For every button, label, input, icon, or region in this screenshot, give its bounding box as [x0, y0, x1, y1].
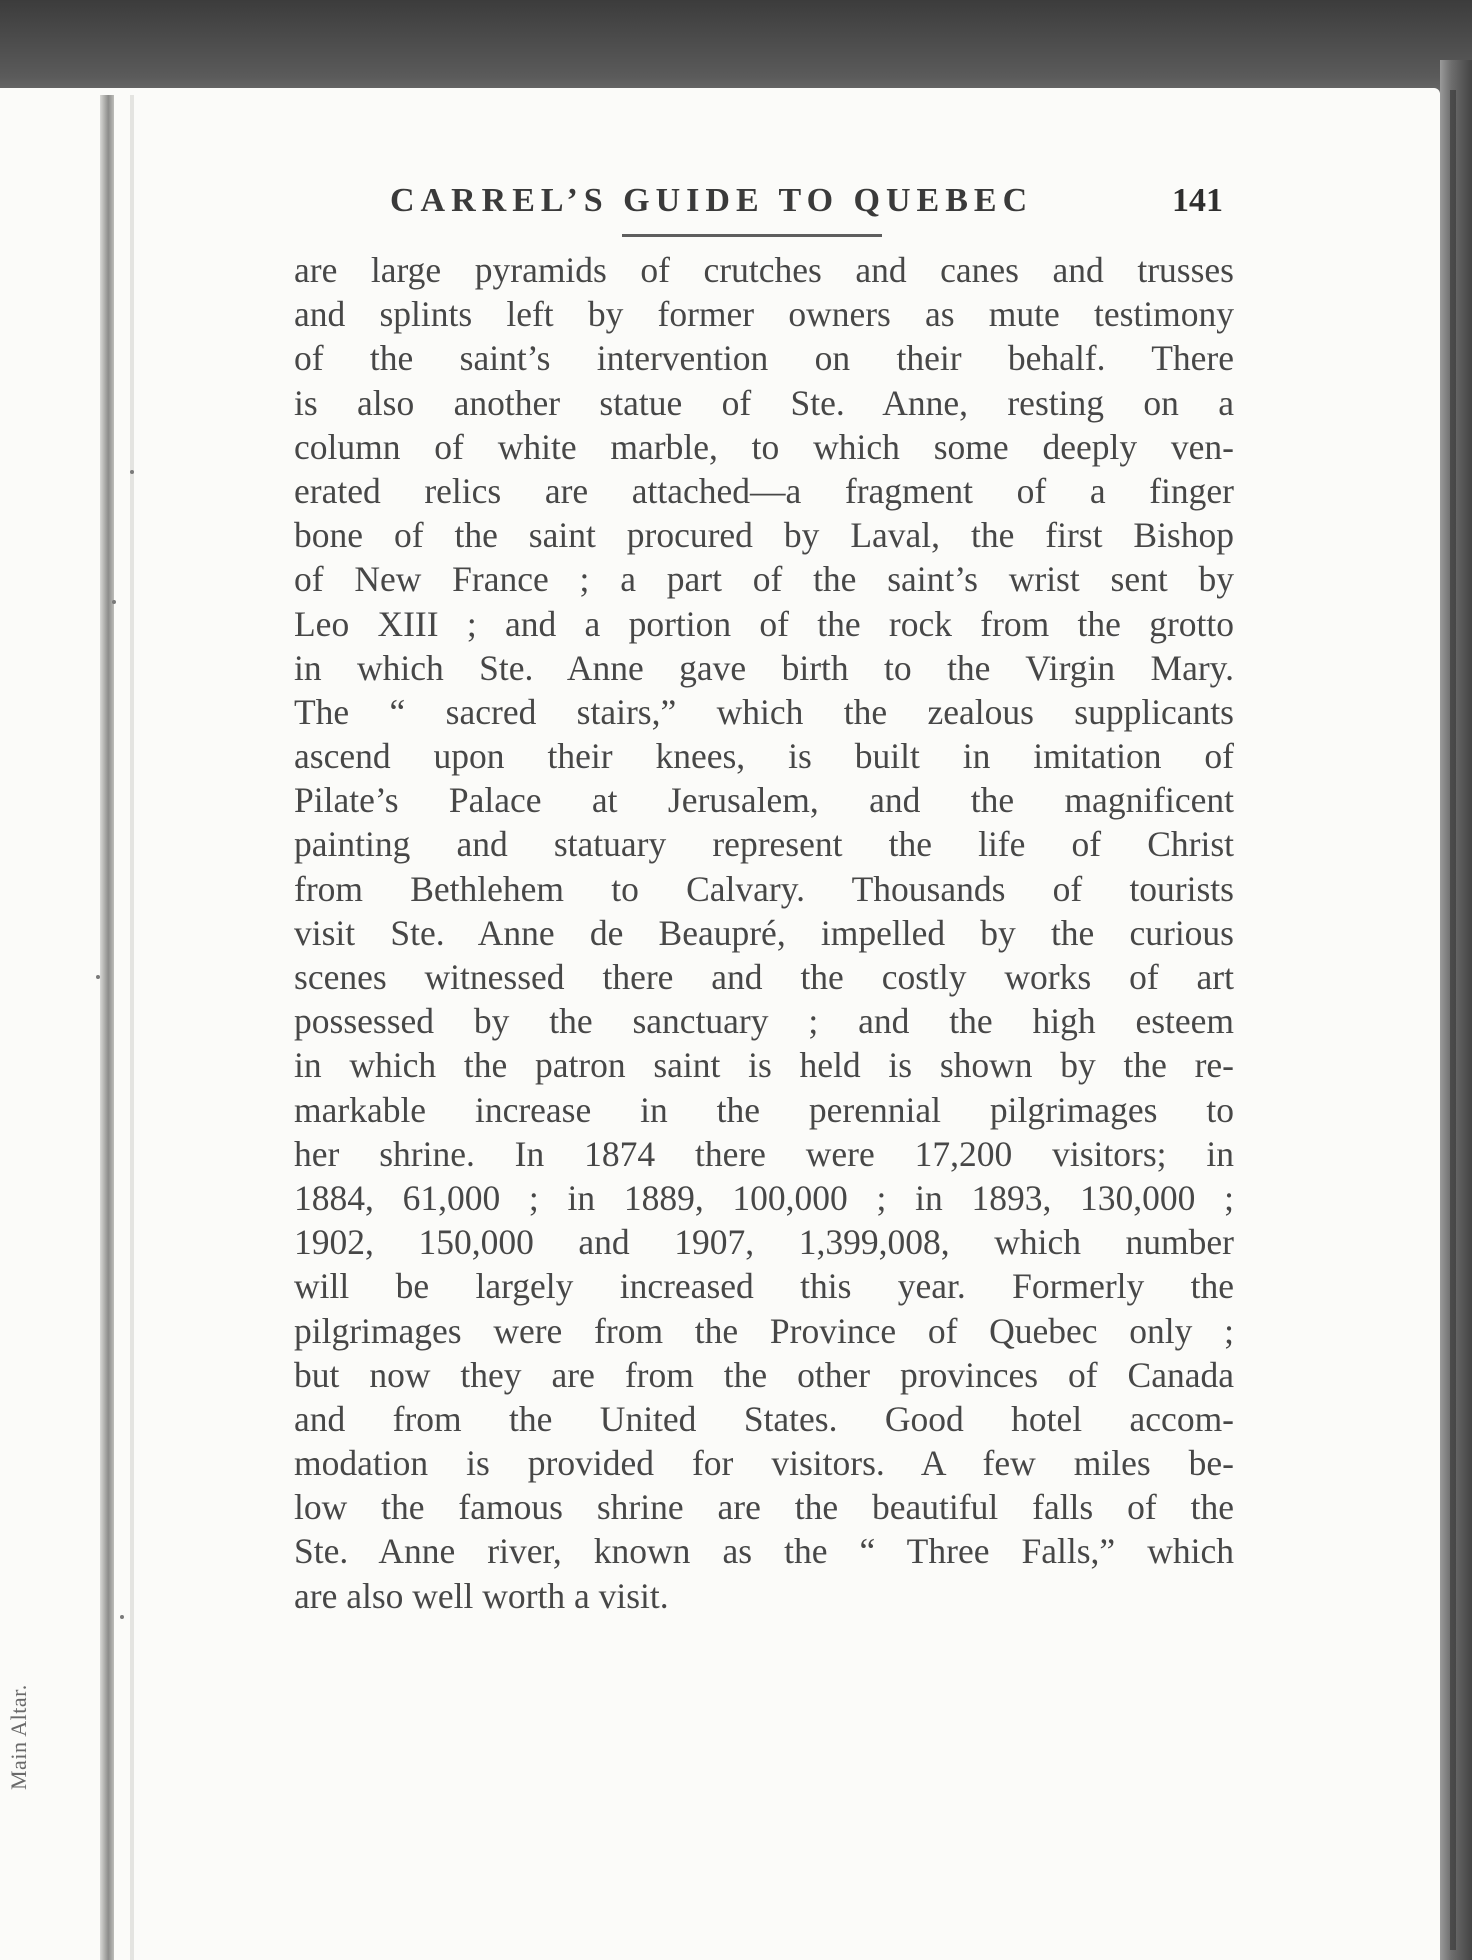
text-line: pilgrimages were from the Province of Quebec only ; [294, 1310, 1234, 1351]
body-paragraph [294, 248, 1234, 1618]
text-line: are large pyramids of crutches and canes and trusses [294, 250, 1234, 290]
text-line: markable increase in the perennial pilgrimages to [294, 1089, 1234, 1130]
text-line: possessed by the sanctuary ; and the high esteem [294, 1001, 1234, 1042]
text-line: erated relics are attached—a fragment of a finger [294, 470, 1234, 511]
facing-page-caption: Main Altar. [6, 1684, 31, 1790]
gutter-shadow [100, 95, 114, 1960]
text-line: Pilate’s Palace at Jerusalem, and the magnificent [294, 780, 1234, 821]
text-line: The “ sacred stairs,” which the zealous supplicants [294, 691, 1234, 732]
text-line: ascend upon their knees, is built in imitation of [294, 736, 1234, 777]
text-line: of New France ; a part of the saint’s wrist sent by [294, 559, 1234, 600]
page-speck [120, 1615, 124, 1619]
text-line: of the saint’s intervention on their behalf. There [294, 338, 1234, 379]
text-line: are also well worth a visit. [294, 1575, 669, 1616]
header-rule [622, 234, 882, 237]
text-line: and splints left by former owners as mute testimony [294, 294, 1234, 335]
page-speck [112, 600, 116, 604]
text-line: column of white marble, to which some deeply ven- [294, 426, 1234, 467]
text-line: will be largely increased this year. Formerly the [294, 1266, 1234, 1307]
text-line: is also another statue of Ste. Anne, resting on a [294, 382, 1234, 423]
gutter-highlight [130, 95, 134, 1960]
text-line: her shrine. In 1874 there were 17,200 visitors; in [294, 1133, 1234, 1174]
text-line: and from the United States. Good hotel accom- [294, 1398, 1234, 1439]
page-speck [130, 470, 134, 474]
text-line: low the famous shrine are the beautiful falls of the [294, 1487, 1234, 1528]
binding-gutter [100, 95, 160, 1960]
text-line: Ste. Anne river, known as the “ Three Falls,” which [294, 1531, 1234, 1572]
page-edge-line [1450, 90, 1456, 1950]
text-line: modation is provided for visitors. A few miles be- [294, 1443, 1234, 1484]
page-number: 141 [1172, 182, 1223, 219]
running-title: CARREL’S GUIDE TO QUEBEC [390, 182, 1034, 219]
scanner-background [0, 0, 1472, 95]
page-speck [96, 975, 100, 979]
text-line: 1884, 61,000 ; in 1889, 100,000 ; in 1893, 130,000 ; [294, 1177, 1234, 1218]
text-line: visit Ste. Anne de Beaupré, impelled by the curious [294, 912, 1234, 953]
text-line: in which the patron saint is held is shown by the re- [294, 1045, 1234, 1086]
text-line: from Bethlehem to Calvary. Thousands of tourists [294, 868, 1234, 909]
text-line: in which Ste. Anne gave birth to the Virgin Mary. [294, 647, 1234, 688]
text-line: bone of the saint procured by Laval, the first Bishop [294, 515, 1234, 556]
page-edge-shadow [1440, 60, 1472, 1960]
text-line: painting and statuary represent the life of Christ [294, 824, 1234, 865]
text-line: Leo XIII ; and a portion of the rock from the grotto [294, 603, 1234, 644]
text-line: scenes witnessed there and the costly works of art [294, 957, 1234, 997]
text-line: but now they are from the other provinces of Canada [294, 1354, 1234, 1395]
text-line: 1902, 150,000 and 1907, 1,399,008, which number [294, 1222, 1234, 1263]
